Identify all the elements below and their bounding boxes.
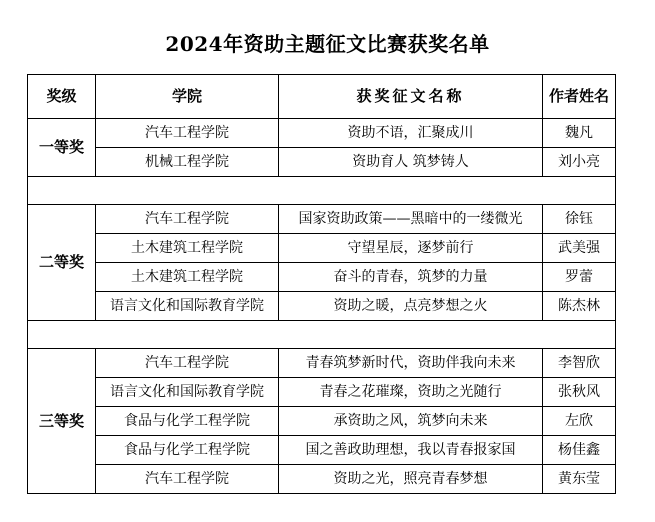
table-row [28,292,616,321]
table-row [28,378,616,407]
essay-cell: 青春筑梦新时代，资助伴我向未来 [279,349,543,378]
header-college: 学院 [96,75,279,119]
college-cell: 土木建筑工程学院 [96,263,279,292]
spacer-cell [28,177,616,205]
document-title: 2024年资助主题征文比赛获奖名单 [165,32,490,56]
essay-cell: 国家资助政策——黑暗中的一缕微光 [279,205,543,234]
table-row [28,119,616,148]
author-cell: 陈杰林 [543,292,616,321]
spacer-cell [28,321,616,349]
award-level-second: 二等奖 [28,205,96,321]
table-row [28,148,616,177]
award-level-first: 一等奖 [28,119,96,177]
award-level-third: 三等奖 [28,349,96,494]
author-cell: 李智欣 [543,349,616,378]
essay-cell: 国之善政助理想，我以青春报家国 [279,436,543,465]
header-author: 作者姓名 [543,75,616,119]
spacer-row [28,321,616,349]
college-cell: 食品与化学工程学院 [96,436,279,465]
college-cell: 汽车工程学院 [96,349,279,378]
college-cell: 土木建筑工程学院 [96,234,279,263]
college-cell: 汽车工程学院 [96,205,279,234]
table-row [28,407,616,436]
author-cell: 魏凡 [543,119,616,148]
author-cell: 武美强 [543,234,616,263]
header-essay: 获奖征文名称 [279,75,543,119]
table-row [28,263,616,292]
college-cell: 语言文化和国际教育学院 [96,292,279,321]
author-cell: 罗蕾 [543,263,616,292]
author-cell: 徐钰 [543,205,616,234]
college-cell: 汽车工程学院 [96,465,279,494]
awards-table [27,74,616,494]
essay-cell: 资助不语，汇聚成川 [279,119,543,148]
essay-cell: 资助之光，照亮青春梦想 [279,465,543,494]
college-cell: 食品与化学工程学院 [96,407,279,436]
essay-cell: 青春之花璀璨，资助之光随行 [279,378,543,407]
table-row [28,465,616,494]
college-cell: 机械工程学院 [96,148,279,177]
header-level: 奖级 [28,75,96,119]
essay-cell: 资助之暖，点亮梦想之火 [279,292,543,321]
author-cell: 杨佳鑫 [543,436,616,465]
table-row [28,234,616,263]
essay-cell: 资助育人 筑梦铸人 [279,148,543,177]
author-cell: 张秋风 [543,378,616,407]
essay-cell: 守望星辰，逐梦前行 [279,234,543,263]
table-row [28,205,616,234]
table-row [28,349,616,378]
author-cell: 黄东莹 [543,465,616,494]
table-row [28,436,616,465]
essay-cell: 奋斗的青春，筑梦的力量 [279,263,543,292]
author-cell: 刘小亮 [543,148,616,177]
college-cell: 语言文化和国际教育学院 [96,378,279,407]
spacer-row [28,177,616,205]
college-cell: 汽车工程学院 [96,119,279,148]
essay-cell: 承资助之风，筑梦向未来 [279,407,543,436]
author-cell: 左欣 [543,407,616,436]
table-header-row [28,75,616,119]
